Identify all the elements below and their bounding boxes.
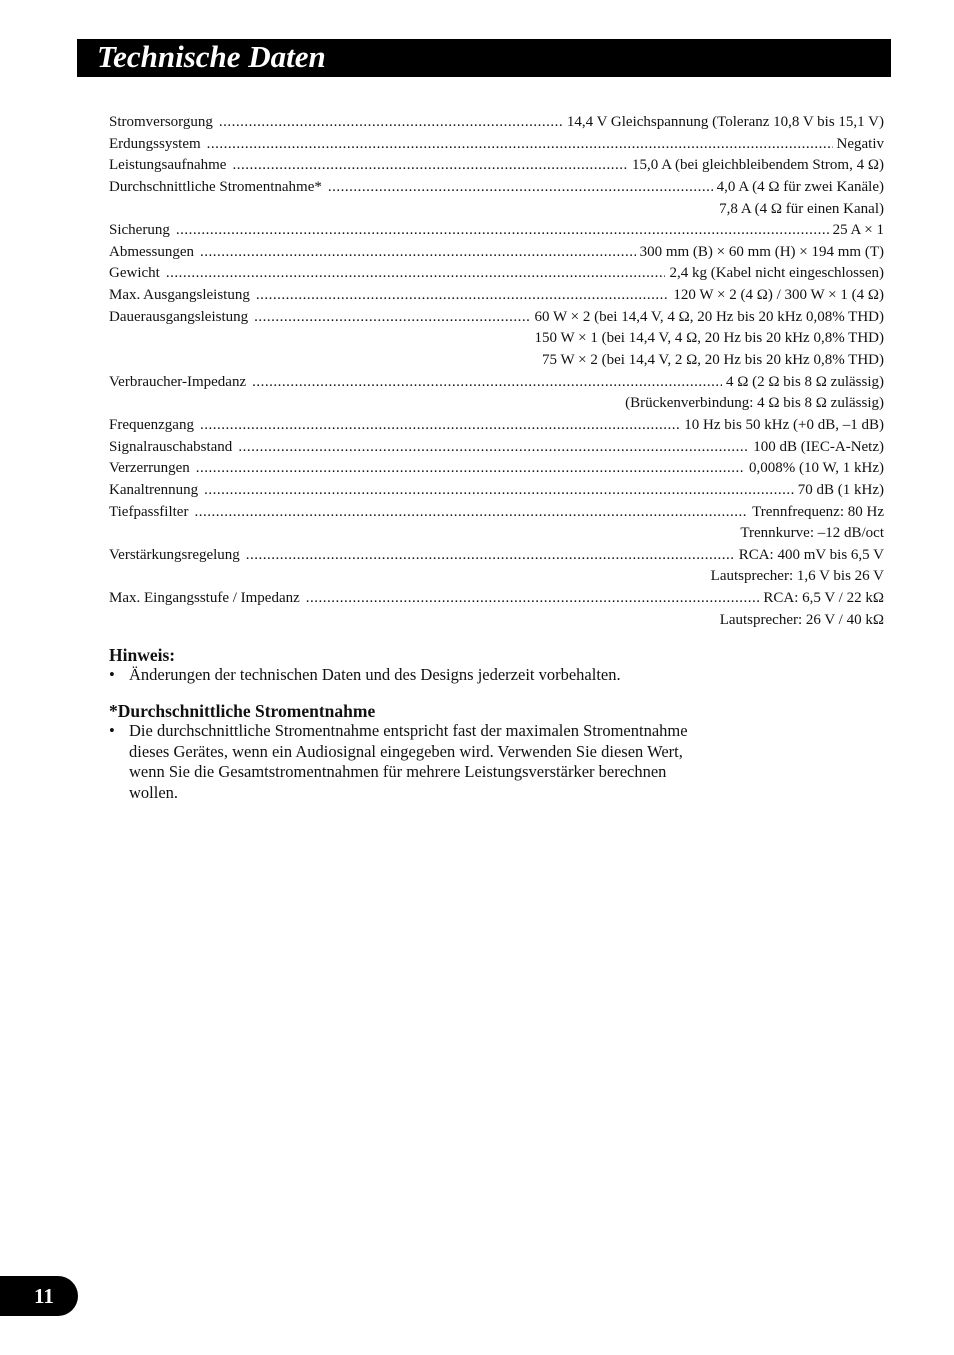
spec-label: Erdungssystem (109, 135, 201, 152)
spec-value: 4,0 A (4 Ω für zwei Kanäle) (716, 178, 884, 195)
spec-label: Gewicht (109, 265, 160, 282)
dot-leader (219, 112, 563, 134)
spec-value: 300 mm (B) × 60 mm (H) × 194 mm (T) (639, 243, 884, 260)
spec-value: Trennfrequenz: 80 Hz (752, 503, 884, 520)
spec-value: 14,4 V Gleichspannung (Toleranz 10,8 V bis 15,1 V) (566, 114, 884, 130)
spec-label: Verbraucher-Impedanz (109, 373, 247, 390)
dot-leader (256, 285, 670, 307)
footnote-text: Die durchschnittliche Stromentnahme entspricht fast der maximalen Stromentnahme dieses Gerätes, wenn ein Audiosignal eingegeben wird. Verwenden Sie diesen Wert, wenn Sie die Gesamtstromentnahmen für mehrere Leistungsverstärker berechnen wollen. (129, 721, 688, 802)
dot-leader (246, 545, 735, 567)
note-section (109, 645, 829, 686)
spec-row (109, 263, 884, 285)
dot-leader (207, 134, 833, 156)
spec-value: 120 W × 2 (4 Ω) / 300 W × 1 (4 Ω) (673, 287, 884, 304)
spec-label: Tiefpassfilter (109, 503, 189, 520)
dot-leader (196, 458, 745, 480)
spec-row (109, 177, 884, 199)
spec-row (109, 437, 884, 459)
spec-label: Abmessungen (109, 243, 194, 260)
footnote-section (109, 701, 719, 803)
spec-label: Stromversorgung (109, 114, 213, 130)
spec-row (109, 242, 884, 264)
spec-value: Negativ (836, 135, 884, 152)
dot-leader (232, 155, 628, 177)
spec-label: Sicherung (109, 222, 170, 239)
spec-value-continuation: Lautsprecher: 26 V / 40 kΩ (719, 611, 884, 628)
spec-row (109, 458, 884, 480)
bullet-icon: • (109, 721, 115, 740)
dot-leader (204, 480, 794, 502)
note-item (109, 665, 829, 686)
spec-row (109, 372, 884, 394)
dot-leader (194, 502, 748, 524)
spec-label: Max. Eingangsstufe / Impedanz (109, 590, 300, 607)
spec-row (109, 155, 884, 177)
spec-row (109, 480, 884, 502)
spec-row (109, 415, 884, 437)
dot-leader (306, 588, 760, 610)
spec-row (109, 588, 884, 610)
dot-leader (176, 220, 829, 242)
footnote-heading: *Durchschnittliche Stromentnahme (109, 701, 376, 721)
note-text: Änderungen der technischen Daten und des Designs jederzeit vorbehalten. (129, 665, 621, 684)
spec-value-continuation: 7,8 A (4 Ω für einen Kanal) (719, 200, 884, 217)
title-bar (77, 39, 891, 77)
spec-label: Verstärkungsregelung (109, 546, 240, 563)
spec-row (109, 112, 884, 134)
dot-leader (200, 415, 680, 437)
spec-value-continuation: 150 W × 1 (bei 14,4 V, 4 Ω, 20 Hz bis 20 kHz 0,8% THD) (534, 330, 884, 347)
spec-value: 100 dB (IEC-A-Netz) (753, 438, 884, 455)
spec-value: 2,4 kg (Kabel nicht eingeschlossen) (669, 265, 884, 282)
dot-leader (252, 372, 722, 394)
dot-leader (254, 307, 530, 329)
spec-label: Verzerrungen (109, 460, 190, 477)
spec-value-continuation: Trennkurve: –12 dB/oct (740, 525, 884, 542)
dot-leader (166, 263, 666, 285)
spec-row (109, 220, 884, 242)
spec-value-continuation: (Brückenverbindung: 4 Ω bis 8 Ω zulässig) (625, 395, 884, 412)
spec-label: Durchschnittliche Stromentnahme* (109, 178, 322, 195)
footnote-item (109, 721, 719, 803)
spec-value: 60 W × 2 (bei 14,4 V, 4 Ω, 20 Hz bis 20 kHz 0,08% THD) (534, 308, 884, 325)
spec-row (109, 502, 884, 524)
spec-value: RCA: 6,5 V / 22 kΩ (763, 590, 884, 607)
spec-row (109, 545, 884, 567)
spec-list (109, 112, 884, 631)
spec-label: Leistungsaufnahme (109, 157, 227, 174)
spec-value: 15,0 A (bei gleichbleibendem Strom, 4 Ω) (632, 157, 884, 174)
spec-row (109, 134, 884, 156)
dot-leader (238, 437, 749, 459)
spec-label: Dauerausgangsleistung (109, 308, 249, 325)
spec-label: Signalrauschabstand (109, 438, 233, 455)
note-heading: Hinweis: (109, 645, 176, 665)
spec-value: 10 Hz bis 50 kHz (+0 dB, –1 dB) (684, 416, 884, 433)
spec-value: 4 Ω (2 Ω bis 8 Ω zulässig) (725, 373, 884, 390)
spec-value: 70 dB (1 kHz) (797, 481, 884, 498)
spec-value: 0,008% (10 W, 1 kHz) (749, 460, 884, 477)
spec-label: Kanaltrennung (109, 481, 199, 498)
bullet-icon: • (109, 665, 115, 684)
dot-leader (200, 242, 636, 264)
page-title: Technische Daten (97, 39, 326, 74)
spec-row (109, 307, 884, 329)
spec-label: Frequenzgang (109, 416, 194, 433)
spec-value: RCA: 400 mV bis 6,5 V (738, 546, 884, 563)
dot-leader (328, 177, 713, 199)
spec-value-continuation: 75 W × 2 (bei 14,4 V, 2 Ω, 20 Hz bis 20 kHz 0,8% THD) (542, 352, 884, 369)
spec-row (109, 285, 884, 307)
spec-label: Max. Ausgangsleistung (109, 287, 250, 304)
spec-value-continuation: Lautsprecher: 1,6 V bis 26 V (710, 568, 884, 585)
spec-value: 25 A × 1 (832, 222, 884, 239)
page-number: 11 (0, 1276, 78, 1316)
